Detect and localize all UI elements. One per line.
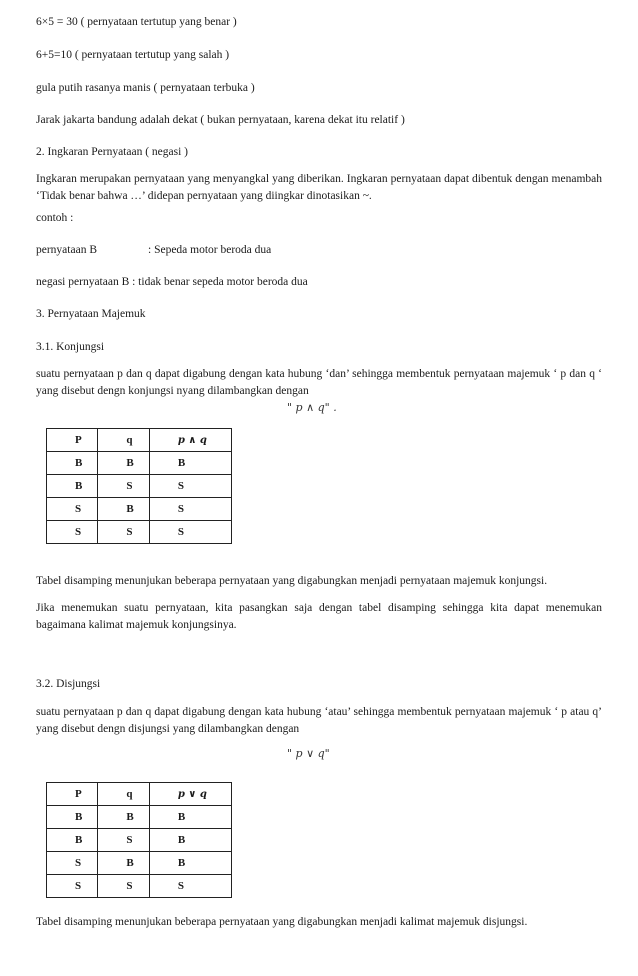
table-row <box>47 521 232 544</box>
text-line-3: gula putih rasanya manis ( pernyataan terbuka ) <box>36 82 255 94</box>
table-cell: S <box>149 498 231 521</box>
table-cell: S <box>98 875 149 898</box>
table-cell: B <box>98 852 149 875</box>
text-line-2: 6+5=10 ( pernyataan tertutup yang salah ) <box>36 49 230 61</box>
section-heading-negasi: 2. Ingkaran Pernyataan ( negasi ) <box>36 146 188 158</box>
section-heading-majemuk: 3. Pernyataan Majemuk <box>36 308 146 320</box>
table-cell: S <box>149 875 231 898</box>
text-table1-caption: Tabel disamping menunjukan beberapa pernyataan yang digabungkan menjadi pernyataan majemuk konjungsi. <box>36 575 548 587</box>
table-cell: B <box>98 806 149 829</box>
example-statement <box>36 242 602 259</box>
table-row <box>47 498 232 521</box>
table-cell: B <box>149 452 231 475</box>
truth-table-disjungsi <box>46 782 232 898</box>
text-table2-caption: Tabel disamping menunjukan beberapa pernyataan yang digabungkan menjadi kalimat majemuk disjungsi. <box>36 916 528 928</box>
paragraph-ingkaran: Ingkaran merupakan pernyataan yang menyangkal yang diberikan. Ingkaran pernyataan dapat dibentuk dengan menambah ‘Tidak benar bahwa …’ didepan pernyataan yang diingkar dinotasikan ~. <box>36 173 602 203</box>
table-header-row <box>47 783 232 806</box>
table-header-cell: q <box>98 783 149 806</box>
paragraph-disjungsi: suatu pernyataan p dan q dapat digabung dengan kata hubung ‘atau’ sehingga membentuk pernyataan majemuk ‘ p atau q’ yang disebut dengn disjungsi yang dilambangkan dengan <box>36 706 602 736</box>
paragraph-konjungsi: suatu pernyataan p dan q dapat digabung dengan kata hubung ‘dan’ sehingga membentuk pernyataan majemuk ‘ p dan q ‘ yang disebut dengn konjungsi nyang dilambangkan dengan <box>36 368 602 398</box>
text-negation: negasi pernyataan B : tidak benar sepeda motor beroda dua <box>36 276 308 288</box>
table-cell: S <box>149 475 231 498</box>
table-cell: S <box>98 475 149 498</box>
table-cell: B <box>47 806 98 829</box>
table-row <box>47 452 232 475</box>
table-row <box>47 875 232 898</box>
table-header-cell: P <box>47 783 98 806</box>
table-cell: S <box>149 521 231 544</box>
table-header-cell: p ∧ q <box>149 429 231 452</box>
subsection-heading-konjungsi: 3.1. Konjungsi <box>36 341 105 353</box>
table-header-cell: q <box>98 429 149 452</box>
table-cell: B <box>149 806 231 829</box>
table-cell: B <box>98 498 149 521</box>
text-line-4: Jarak jakarta bandung adalah dekat ( bukan pernyataan, karena dekat itu relatif ) <box>36 114 405 126</box>
table-header-row <box>47 429 232 452</box>
example-value: : Sepeda motor beroda dua <box>148 244 272 256</box>
truth-table-konjungsi <box>46 428 232 544</box>
table-row <box>47 475 232 498</box>
table-cell: S <box>47 852 98 875</box>
table-cell: S <box>98 521 149 544</box>
table-cell: S <box>98 829 149 852</box>
table-cell: B <box>47 475 98 498</box>
subsection-heading-disjungsi: 3.2. Disjungsi <box>36 678 101 690</box>
table-row <box>47 829 232 852</box>
table-cell: S <box>47 521 98 544</box>
table-cell: S <box>47 498 98 521</box>
table-header-cell: p ∨ q <box>149 783 231 806</box>
text-contoh: contoh : <box>36 212 74 224</box>
paragraph-jika-menemukan: Jika menemukan suatu pernyataan, kita pasangkan saja dengan tabel disamping sehingga kita dapat menemukan bagaimana kalimat majemuk konjungsinya. <box>36 602 602 632</box>
table-cell: B <box>47 452 98 475</box>
table-row <box>47 806 232 829</box>
table-cell: B <box>149 852 231 875</box>
formula-konjungsi: " p ∧ q" . <box>287 401 337 414</box>
table-cell: S <box>47 875 98 898</box>
example-label: pernyataan B <box>36 244 97 256</box>
table-header-cell: P <box>47 429 98 452</box>
table-cell: B <box>98 452 149 475</box>
table-cell: B <box>149 829 231 852</box>
text-line-1: 6×5 = 30 ( pernyataan tertutup yang benar ) <box>36 16 237 28</box>
table-cell: B <box>47 829 98 852</box>
formula-disjungsi: " p ∨ q" <box>287 747 330 760</box>
table-row <box>47 852 232 875</box>
